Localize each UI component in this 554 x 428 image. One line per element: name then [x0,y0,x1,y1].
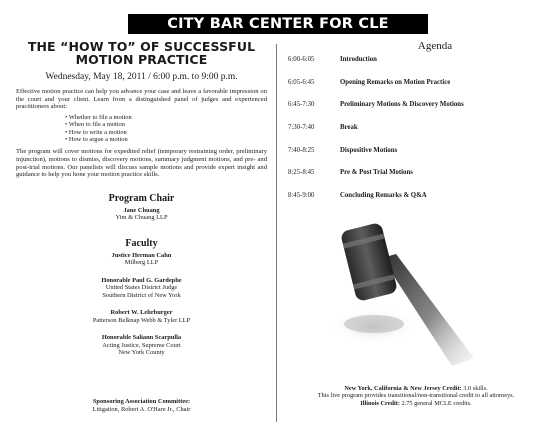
program-column [16,40,267,357]
program-coverage: The program will cover motions for expedited relief (temporary restraining order, preliminary injunction), motions to dismiss, discovery motions, summary judgment motions, and pre- and post-trial motions. Our panelists will discuss sample motions and provide expert insight and guidance to help you hone your motion practice skills. [16,148,267,179]
agenda-time: 7:40-8:25 [288,146,315,154]
agenda-event: Opening Remarks on Motion Practice [340,78,451,86]
header-banner: CITY BAR CENTER FOR CLE [128,14,428,34]
chair-affiliation: Yim & Chuang LLP [115,214,168,222]
agenda-time: 8:45-9:00 [288,192,315,200]
agenda-event: Break [340,124,358,132]
agenda-event: Introduction [340,56,377,63]
faculty-detail: Acting Justice, Supreme Court [102,341,181,349]
agenda-row [288,147,544,170]
faculty-detail: Southern District of New York [102,291,181,299]
sponsor-text: Litigation, Robert A. O'Hare Jr., Chair [92,405,191,413]
agenda-event: Pre & Post Trial Motions [340,169,413,177]
faculty-name: Justice Herman Cahn [111,251,172,259]
program-intro: Effective motion practice can help you advance your case and leave a favorable impression on the court and your client. Learn from a distinguished panel of judges and experienced practitioners about: [16,88,267,111]
program-title [16,40,267,66]
faculty-member [16,334,267,357]
credit-il-label: Illinois Credit: [360,399,400,407]
agenda-time: 7:30-7:40 [288,124,315,132]
sponsor-block [16,398,267,413]
agenda-row [288,101,544,124]
topic-item: • Whether to file a motion [65,114,267,121]
credit-block [283,385,549,407]
agenda-list [288,56,544,215]
topic-item: • How to write a motion [65,129,267,136]
agenda-row [288,124,544,147]
agenda-event: Concluding Remarks & Q&A [340,192,427,200]
credit-il [283,400,549,407]
faculty-heading: Faculty [125,237,158,249]
program-title-line2: MOTION PRACTICE [75,52,208,67]
topic-item: • When to file a motion [65,121,267,128]
sponsor-label: Sponsoring Association Committee: [92,398,191,405]
topic-list [16,114,267,144]
credit-il-value: 2.75 general MCLE credits. [401,399,472,407]
chair-person [16,207,267,222]
faculty-detail: Milberg LLP [124,259,159,267]
agenda-row [288,56,544,79]
agenda-time: 8:25-8:45 [288,169,315,177]
faculty-detail: New York County [118,349,165,357]
column-divider [276,44,277,422]
topic-item: • How to argue a motion [65,136,267,143]
credit-ny-value: 3.0 skills. [463,385,488,392]
faculty-detail: Patterson Belknap Webb & Tyler LLP [92,316,191,324]
chair-heading: Program Chair [108,192,175,204]
faculty-member [16,252,267,267]
faculty-member [16,277,267,300]
agenda-row [288,79,544,102]
agenda-time: 6:45-7:30 [288,101,315,109]
agenda-time: 6:05-6:45 [288,78,315,86]
faculty-detail: United States District Judge [105,284,178,292]
gavel-icon [326,208,476,368]
agenda-event: Dispositive Motions [340,146,398,154]
agenda-time: 6:00-6:05 [288,56,315,63]
faculty-member [16,309,267,324]
agenda-heading: Agenda [417,40,453,52]
agenda-event: Preliminary Motions & Discovery Motions [340,101,464,109]
credit-ny [283,385,549,392]
program-title-line1: THE “HOW TO” OF SUCCESSFUL [27,39,256,54]
faculty-name: Honorable Paul G. Gardephe [101,276,182,284]
credit-ny-label: New York, California & New Jersey Credit: [344,385,462,392]
faculty-name: Robert W. Lehrburger [110,309,173,317]
program-date: Wednesday, May 18, 2011 / 6:00 p.m. to 9:00 p.m. [45,72,238,82]
faculty-name: Honorable Saliann Scarpulla [101,334,182,342]
chair-name: Jane Chuang [123,206,160,214]
agenda-row [288,169,544,192]
credit-transitional: This live program provides transitional/non-transitional credit to all attorneys. [317,392,515,400]
